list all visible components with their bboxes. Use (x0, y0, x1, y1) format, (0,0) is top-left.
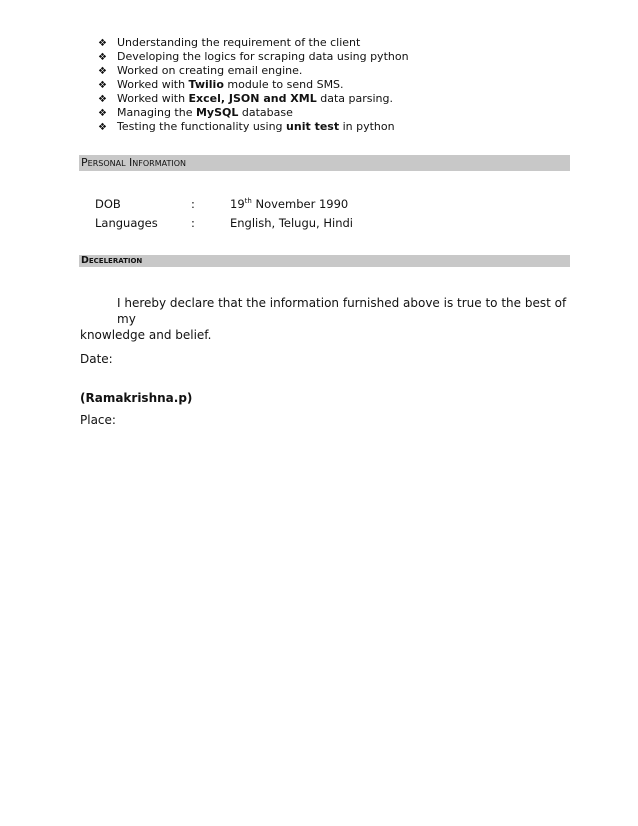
personal-information-header (79, 155, 570, 171)
deceleration-header (79, 255, 570, 267)
list-item (98, 36, 409, 50)
dob-separator: : (191, 197, 195, 211)
list-item (98, 78, 409, 92)
dob-rest: November 1990 (251, 197, 349, 211)
item-text: in python (339, 120, 395, 133)
item-text: Managing the (117, 106, 196, 119)
dob-label: DOB (95, 197, 121, 211)
list-item (98, 92, 409, 106)
item-text: module to send SMS. (223, 78, 344, 91)
dob-value (230, 197, 348, 211)
item-text: data parsing. (316, 92, 393, 105)
bullet-diamond-icon: ❖ (98, 38, 107, 49)
bold-text: MySQL (195, 106, 239, 119)
list-item (98, 120, 409, 134)
date-label: Date: (80, 352, 113, 366)
bullet-diamond-icon: ❖ (98, 108, 107, 119)
bullet-diamond-icon: ❖ (98, 80, 107, 91)
bullet-diamond-icon: ❖ (98, 122, 107, 133)
item-text: Worked on creating email engine. (117, 64, 303, 77)
signature-name: (Ramakrishna.p) (80, 391, 193, 405)
item-text: Understanding the requirement of the client (117, 36, 361, 49)
languages-label: Languages (95, 216, 158, 230)
languages-separator: : (191, 216, 195, 230)
declaration-line-1: I hereby declare that the information furnished above is true to the best of my (117, 296, 567, 326)
dob-suffix: th (244, 197, 252, 205)
languages-value: English, Telugu, Hindi (230, 216, 353, 230)
declaration-line-2: knowledge and belief. (80, 328, 212, 342)
place-label: Place: (80, 413, 116, 427)
section-title: Deceleration (81, 255, 143, 266)
list-item (98, 50, 409, 64)
bold-text: unit test (286, 120, 340, 133)
item-text: Worked with (117, 78, 189, 91)
item-text: Worked with (117, 92, 189, 105)
item-text: database (238, 106, 293, 119)
bullet-diamond-icon: ❖ (98, 52, 107, 63)
bullet-diamond-icon: ❖ (98, 94, 107, 105)
item-text: Testing the functionality using (117, 120, 287, 133)
dob-day: 19 (230, 197, 245, 211)
list-item (98, 106, 409, 120)
section-title: Personal Information (81, 156, 186, 169)
item-text: Developing the logics for scraping data using python (117, 50, 409, 63)
bold-text: Excel, JSON and XML (188, 92, 317, 105)
bold-text: Twilio (188, 78, 224, 91)
bullet-diamond-icon: ❖ (98, 66, 107, 77)
list-item (98, 64, 409, 78)
responsibilities-list (98, 36, 409, 134)
declaration-text (80, 295, 570, 343)
